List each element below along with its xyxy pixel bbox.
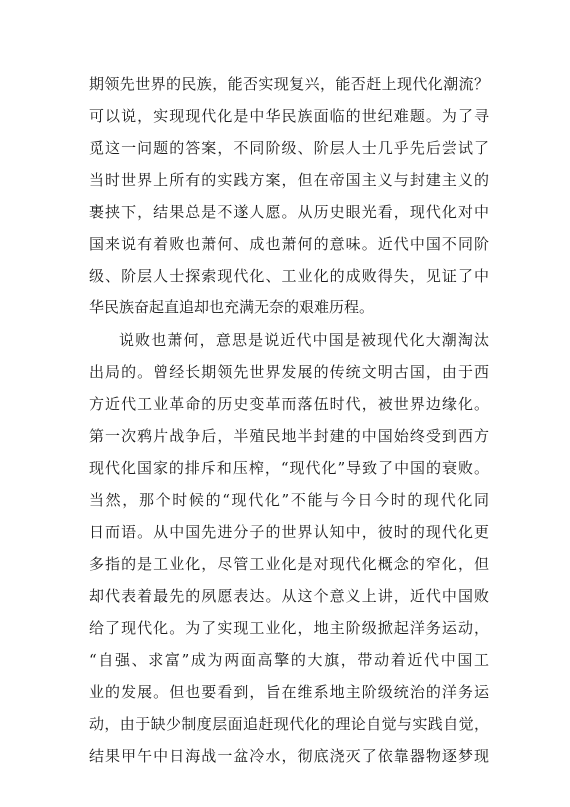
text-line: 结果甲午中日海战一盆冷水，彻底浇灭了依靠器物逐梦现 bbox=[89, 747, 489, 765]
text-line: 多指的是工业化，尽管工业化是对现代化概念的窄化，但 bbox=[89, 555, 489, 573]
text-line: 国来说有着败也萧何、成也萧何的意味。近代中国不同阶 bbox=[89, 235, 489, 253]
text-line: 出局的。曾经长期领先世界发展的传统文明古国，由于西 bbox=[89, 363, 489, 381]
text-line: 当然，那个时候的“现代化”不能与今日今时的现代化同 bbox=[89, 491, 489, 509]
text-line: 觅这一问题的答案，不同阶级、阶层人士几乎先后尝试了 bbox=[89, 139, 489, 157]
text-line: 日而语。从中国先进分子的世界认知中，彼时的现代化更 bbox=[89, 523, 489, 541]
text-line: 华民族奋起直追却也充满无奈的艰难历程。 bbox=[89, 298, 375, 316]
text-line: 却代表着最先的夙愿表达。从这个意义上讲，近代中国败 bbox=[89, 587, 489, 605]
text-line: 现代化国家的排斥和压榨，“现代化”导致了中国的衰败。 bbox=[89, 459, 489, 477]
text-line: 期领先世界的民族，能否实现复兴，能否赶上现代化潮流？ bbox=[89, 75, 489, 93]
text-line: 动，由于缺少制度层面追赶现代化的理论自觉与实践自觉， bbox=[89, 715, 489, 733]
text-line: 业的发展。但也要看到，旨在维系地主阶级统治的洋务运 bbox=[89, 683, 489, 701]
text-line: 可以说，实现现代化是中华民族面临的世纪难题。为了寻 bbox=[89, 107, 489, 125]
text-line: 给了现代化。为了实现工业化，地主阶级掀起洋务运动， bbox=[89, 619, 489, 637]
text-line: “自强、求富”成为两面高擎的大旗，带动着近代中国工 bbox=[89, 651, 489, 669]
text-line: 当时世界上所有的实践方案，但在帝国主义与封建主义的 bbox=[89, 171, 489, 189]
text-line: 方近代工业革命的历史变革而落伍时代，被世界边缘化。 bbox=[89, 395, 489, 413]
text-line: 裹挟下，结果总是不遂人愿。从历史眼光看，现代化对中 bbox=[89, 203, 489, 221]
text-line: 说败也萧何，意思是说近代中国是被现代化大潮淘汰 bbox=[119, 331, 489, 349]
text-line: 级、阶层人士探索现代化、工业化的成败得失，见证了中 bbox=[89, 267, 489, 285]
text-line: 第一次鸦片战争后，半殖民地半封建的中国始终受到西方 bbox=[89, 427, 489, 445]
